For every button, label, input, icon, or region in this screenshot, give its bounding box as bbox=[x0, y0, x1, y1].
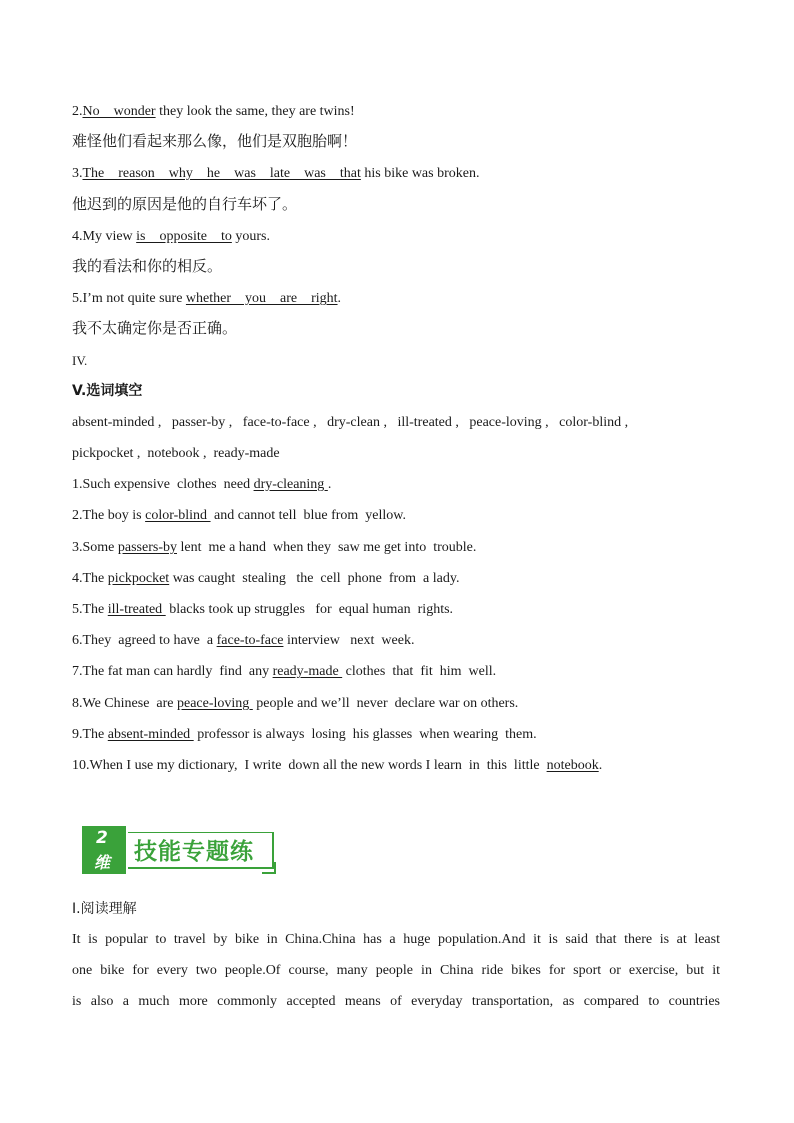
banner-badge-number: 2 bbox=[96, 828, 108, 848]
sentence-prefix: 7.The fat man can hardly find any bbox=[72, 664, 273, 679]
sentence-suffix: his bike was broken. bbox=[360, 166, 480, 181]
sentence-prefix: 8.We Chinese are bbox=[72, 696, 177, 711]
answer-blank: passers-by bbox=[117, 540, 177, 555]
sentence-5 bbox=[72, 290, 341, 308]
sentence-4-translation: 我的看法和你的相反。 bbox=[72, 257, 223, 275]
answer-blank: color-blind bbox=[145, 508, 211, 523]
passage-line-3: is also a much more commonly accepted means of everyday transportation, as compared to countries bbox=[72, 994, 720, 1009]
sentence-3 bbox=[72, 165, 479, 183]
section-banner bbox=[82, 826, 278, 874]
sentence-prefix: 3.Some bbox=[72, 540, 118, 555]
word-bank-line-2: pickpocket , notebook , ready-made bbox=[72, 446, 280, 461]
sentence-2 bbox=[72, 103, 355, 121]
blank-item-6 bbox=[72, 632, 414, 650]
answer-blank: whether you are right bbox=[185, 291, 338, 306]
blank-item-4 bbox=[72, 570, 459, 588]
answer-blank: dry-cleaning bbox=[253, 477, 328, 492]
sentence-prefix: 2. bbox=[72, 104, 83, 119]
sentence-suffix: professor is always losing his glasses when wearing them. bbox=[193, 727, 537, 742]
sentence-4 bbox=[72, 228, 270, 246]
blank-item-8 bbox=[72, 695, 518, 713]
sentence-prefix: 1.Such expensive clothes need bbox=[72, 477, 254, 492]
sentence-5-translation: 我不太确定你是否正确。 bbox=[72, 319, 238, 337]
sentence-suffix: interview next week. bbox=[283, 633, 415, 648]
answer-blank: is opposite to bbox=[136, 229, 232, 244]
answer-blank: ill-treated bbox=[107, 602, 166, 617]
banner-title: 技能专题练 bbox=[134, 839, 254, 865]
sentence-suffix: lent me a hand when they saw me get into trouble. bbox=[177, 540, 477, 555]
sentence-suffix: yours. bbox=[231, 229, 270, 244]
blank-item-9 bbox=[72, 726, 537, 744]
answer-blank: absent-minded bbox=[107, 727, 194, 742]
sentence-prefix: 3. bbox=[72, 166, 83, 181]
blank-item-3 bbox=[72, 539, 476, 557]
sentence-prefix: 5.I’m not quite sure bbox=[72, 291, 186, 306]
blank-item-7 bbox=[72, 663, 496, 681]
blank-item-1 bbox=[72, 476, 331, 494]
sentence-prefix: 6.They agreed to have a bbox=[72, 633, 217, 648]
sentence-prefix: 2.The boy is bbox=[72, 508, 146, 523]
banner-badge bbox=[82, 826, 126, 874]
answer-blank: notebook bbox=[546, 758, 599, 773]
answer-blank: face-to-face bbox=[216, 633, 284, 648]
blank-item-2 bbox=[72, 507, 406, 525]
sentence-suffix: . bbox=[337, 291, 342, 306]
sentence-prefix: 4.The bbox=[72, 571, 108, 586]
sentence-prefix: 10.When I use my dictionary, I write down all the new words I learn in this little bbox=[72, 758, 547, 773]
sentence-prefix: 9.The bbox=[72, 727, 108, 742]
banner-corner-mark bbox=[262, 862, 276, 874]
sentence-suffix: blacks took up struggles for equal human rights. bbox=[165, 602, 454, 617]
passage-line-1: It is popular to travel by bike in China.China has a huge population.And it is said that there is at least bbox=[72, 932, 720, 947]
sentence-suffix: . bbox=[598, 758, 603, 773]
sentence-suffix: they look the same, they are twins! bbox=[155, 104, 355, 119]
sentence-2-translation: 难怪他们看起来那么像，他们是双胞胎啊！ bbox=[72, 132, 358, 150]
word-bank-line-1: absent-minded , passer-by , face-to-face , dry-clean , ill-treated , peace-loving , color-blind , bbox=[72, 415, 629, 430]
section-i-heading: Ⅰ.阅读理解 bbox=[72, 901, 137, 917]
sentence-prefix: 5.The bbox=[72, 602, 108, 617]
blank-item-5 bbox=[72, 601, 453, 619]
answer-blank: ready-made bbox=[272, 664, 343, 679]
sentence-suffix: . bbox=[327, 477, 332, 492]
passage-line-2: one bike for every two people.Of course, many people in China ride bikes for sport or exercise, but it bbox=[72, 963, 720, 978]
sentence-prefix: 4.My view bbox=[72, 229, 137, 244]
blank-item-10 bbox=[72, 757, 602, 775]
sentence-suffix: was caught stealing the cell phone from a lady. bbox=[169, 571, 460, 586]
answer-blank: peace-loving bbox=[177, 696, 253, 711]
answer-blank: The reason why he was late was that bbox=[82, 166, 361, 181]
answer-blank: No wonder bbox=[82, 104, 156, 119]
sentence-suffix: people and we’ll never declare war on others. bbox=[252, 696, 519, 711]
sentence-suffix: and cannot tell blue from yellow. bbox=[210, 508, 406, 523]
sentence-suffix: clothes that fit him well. bbox=[342, 664, 497, 679]
answer-blank: pickpocket bbox=[107, 571, 170, 586]
banner-badge-label: 维 bbox=[94, 853, 111, 872]
section-v-heading: V.选词填空 bbox=[72, 383, 143, 399]
section-iv-heading: IV. bbox=[72, 353, 88, 368]
sentence-3-translation: 他迟到的原因是他的自行车坏了。 bbox=[72, 195, 298, 213]
